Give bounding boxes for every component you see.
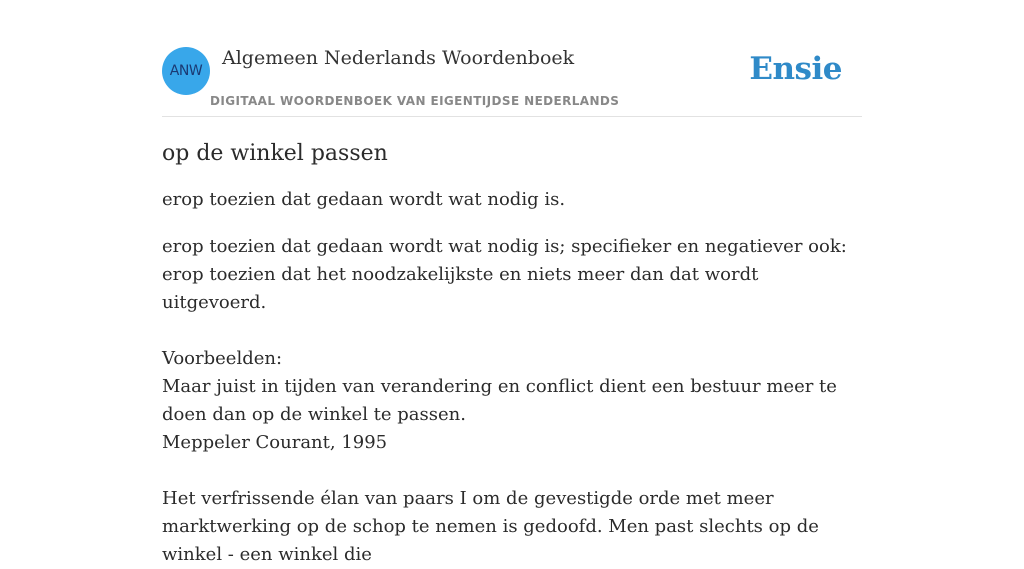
site-header: [162, 40, 862, 117]
example-quote: Het verfrissende élan van paars I om de gevestigde orde met meer marktwerking op de schop te nemen is gedoofd. Men past slechts op de winkel - een winkel die: [162, 488, 819, 565]
long-definition: erop toezien dat gedaan wordt wat nodig is; specifieker en negatiever ook: erop toezien dat het noodzakelijkste en niets meer dan dat wordt uitgevoerd.: [162, 236, 847, 313]
long-definition-block: [162, 233, 862, 569]
examples-heading: Voorbeelden:: [162, 348, 283, 369]
site-title[interactable]: Algemeen Nederlands Woordenboek: [222, 47, 575, 69]
entry-term: op de winkel passen: [162, 141, 388, 166]
example-source: Meppeler Courant, 1995: [162, 432, 388, 453]
example-quote: Maar juist in tijden van verandering en conflict dient een bestuur meer te doen dan op de winkel te passen.: [162, 376, 837, 425]
site-subtitle: DIGITAAL WOORDENBOEK VAN EIGENTIJDSE NEDERLANDS: [210, 94, 620, 108]
short-definition: erop toezien dat gedaan wordt wat nodig is.: [162, 189, 566, 210]
anw-logo[interactable]: ANW: [162, 47, 210, 95]
ensie-brand-link[interactable]: Ensie: [749, 51, 842, 87]
entry-content: [162, 136, 862, 569]
